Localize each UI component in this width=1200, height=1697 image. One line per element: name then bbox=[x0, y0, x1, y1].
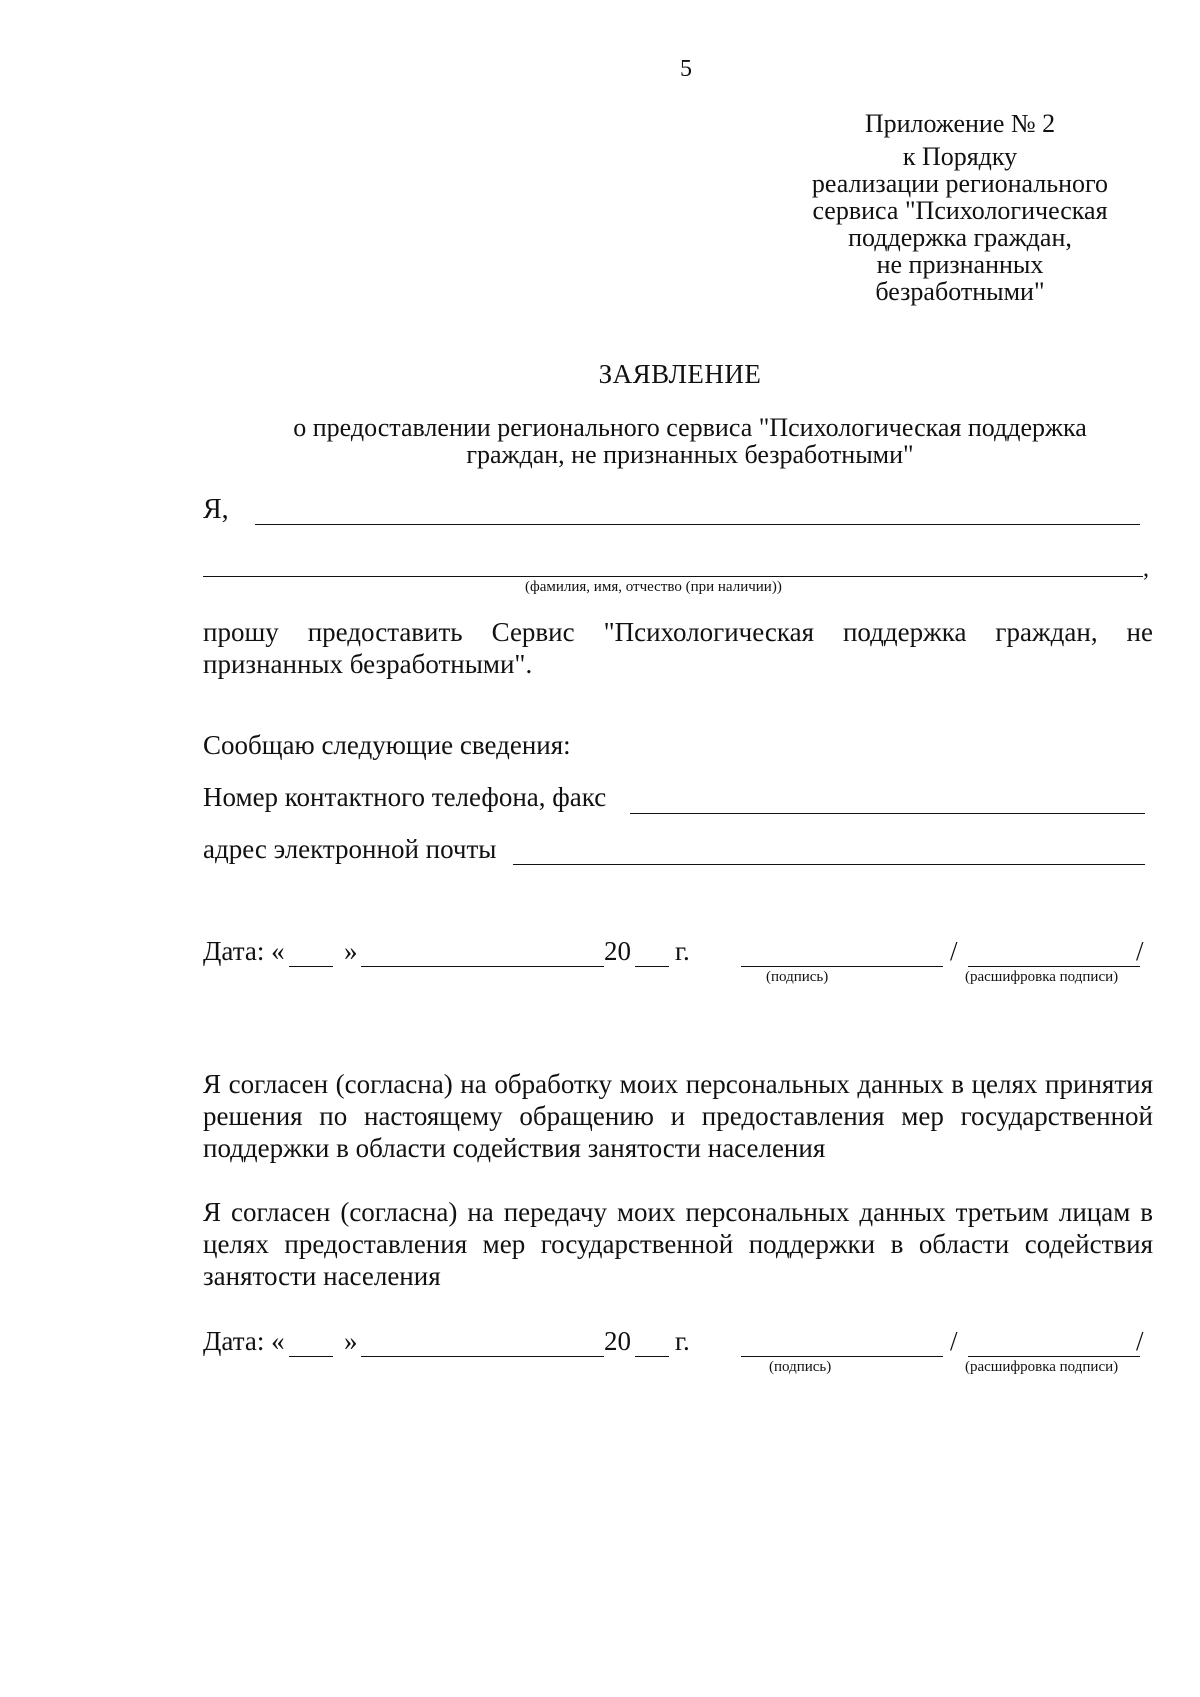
signature-decode-field[interactable] bbox=[968, 1356, 1140, 1357]
signature-decode-field[interactable] bbox=[968, 966, 1140, 967]
date-year-prefix: 20 bbox=[604, 936, 631, 966]
applicant-comma: , bbox=[1143, 556, 1149, 582]
phone-label: Номер контактного телефона, факс bbox=[203, 782, 607, 812]
request-text: прошу предоставить Сервис "Психологическая поддержка граждан, не признанных безработными". bbox=[203, 617, 1153, 679]
signature-field[interactable] bbox=[741, 1356, 943, 1357]
applicant-name-hint: (фамилия, имя, отчество (при наличии)) bbox=[525, 579, 782, 595]
slash: / bbox=[1136, 1326, 1144, 1356]
email-label: адрес электронной почты bbox=[203, 834, 497, 864]
date-row-1 bbox=[203, 936, 1153, 986]
appendix-line: к Порядку bbox=[902, 142, 1018, 171]
info-heading: Сообщаю следующие сведения: bbox=[203, 730, 571, 760]
date-year-field[interactable] bbox=[635, 966, 669, 967]
date-close-quote: » bbox=[344, 1326, 358, 1356]
signature-hint: (подпись) bbox=[769, 1359, 832, 1375]
slash: / bbox=[1136, 936, 1144, 966]
applicant-name-field[interactable] bbox=[255, 524, 1140, 525]
date-year-suffix: г. bbox=[675, 936, 690, 966]
consent-transfer-text: Я согласен (согласна) на передачу моих персональных данных третьим лицам в целях предоставления мер государственной поддержки в области содействия занятости населения bbox=[203, 1197, 1153, 1291]
date-day-field[interactable] bbox=[289, 1356, 333, 1357]
document-title: ЗАЯВЛЕНИЕ bbox=[598, 359, 762, 389]
phone-field[interactable] bbox=[630, 813, 1145, 814]
slash: / bbox=[950, 1326, 958, 1356]
date-label: Дата: « bbox=[203, 936, 285, 966]
appendix-line: не признанных bbox=[876, 250, 1044, 279]
date-year-prefix: 20 bbox=[604, 1326, 631, 1356]
date-month-field[interactable] bbox=[361, 1356, 604, 1357]
date-close-quote: » bbox=[344, 936, 358, 966]
signature-field[interactable] bbox=[741, 966, 943, 967]
email-field[interactable] bbox=[513, 864, 1145, 865]
subtitle-line: о предоставлении регионального сервиса "Психологическая поддержка bbox=[293, 413, 1087, 442]
signature-decode-hint: (расшифровка подписи) bbox=[965, 969, 1119, 985]
date-day-field[interactable] bbox=[289, 966, 333, 967]
date-year-suffix: г. bbox=[675, 1326, 690, 1356]
signature-hint: (подпись) bbox=[766, 969, 829, 985]
date-row-2 bbox=[203, 1326, 1153, 1376]
appendix-number: Приложение № 2 bbox=[864, 109, 1056, 138]
date-year-field[interactable] bbox=[635, 1356, 669, 1357]
subtitle-line: граждан, не признанных безработными" bbox=[466, 440, 914, 469]
applicant-label: Я, bbox=[203, 494, 229, 525]
consent-processing-text: Я согласен (согласна) на обработку моих персональных данных в целях принятия решения по настоящему обращению и предоставления мер государственной поддержки в области содействия занятости населения bbox=[203, 1069, 1153, 1163]
appendix-line: реализации регионального bbox=[811, 169, 1109, 198]
document-subtitle bbox=[240, 414, 1140, 468]
slash: / bbox=[950, 936, 958, 966]
date-label: Дата: « bbox=[203, 1326, 285, 1356]
date-month-field[interactable] bbox=[361, 966, 604, 967]
page-number: 5 bbox=[680, 56, 692, 82]
appendix-header bbox=[790, 110, 1130, 305]
signature-decode-hint: (расшифровка подписи) bbox=[965, 1359, 1119, 1375]
appendix-line: сервиса "Психологическая bbox=[812, 196, 1108, 225]
applicant-row bbox=[203, 494, 1143, 534]
appendix-line: поддержка граждан, bbox=[848, 223, 1072, 252]
appendix-line: безработными" bbox=[875, 277, 1045, 306]
applicant-name-field-2[interactable] bbox=[203, 576, 1143, 577]
